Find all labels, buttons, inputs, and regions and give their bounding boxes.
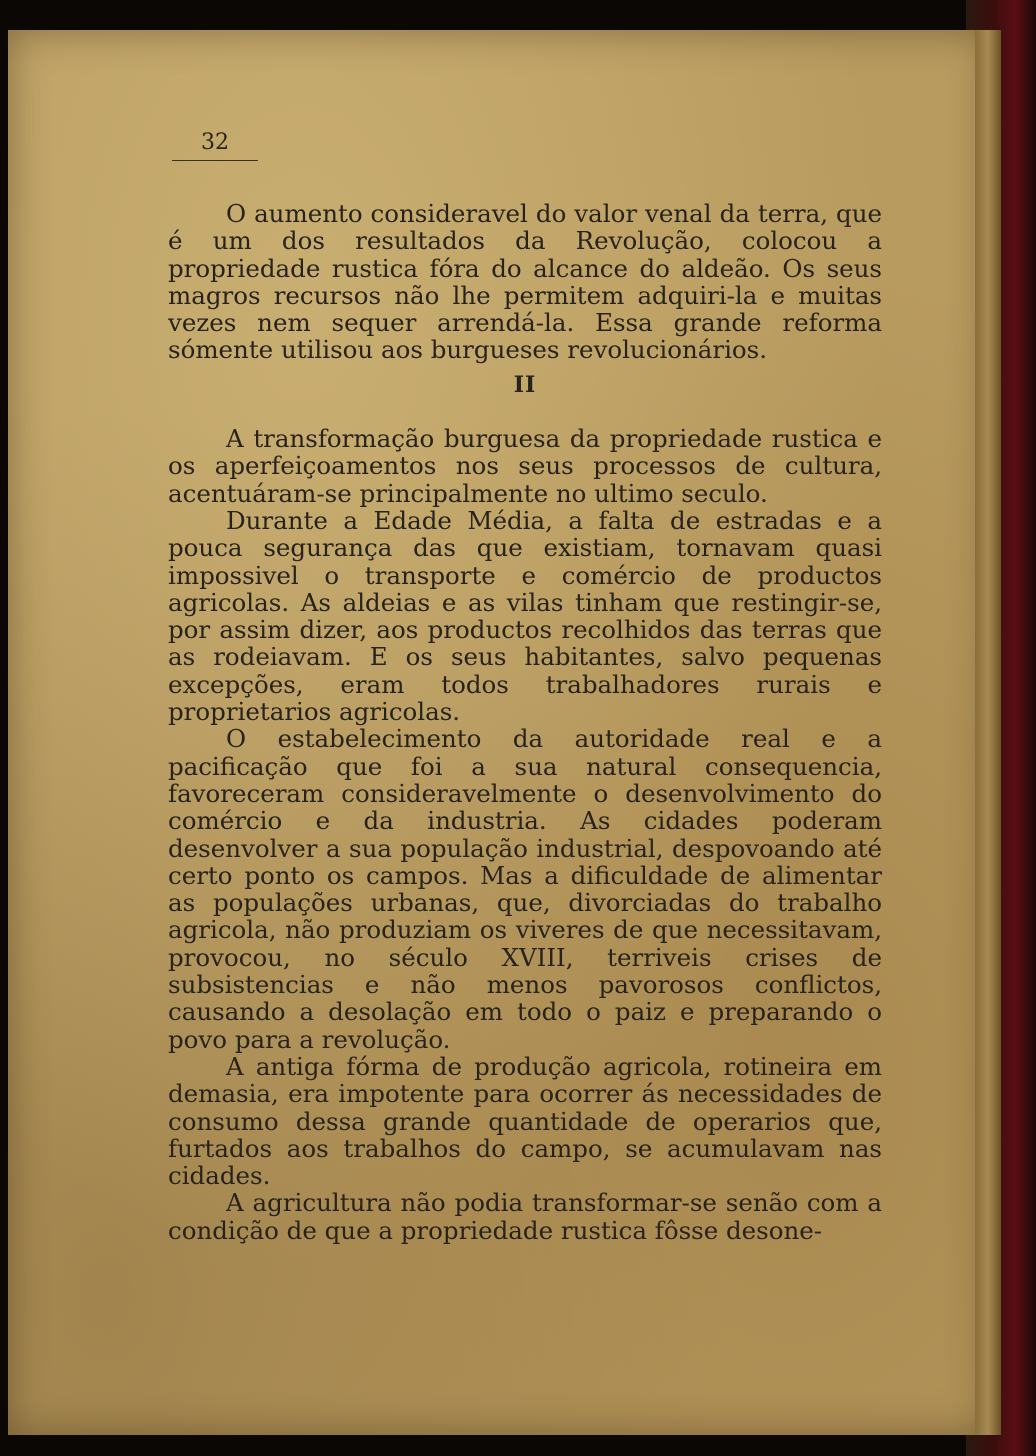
paragraph: A agricultura não podia transformar-se senão com a condição de que a propriedade rustica fôsse desone- <box>168 1188 882 1245</box>
paragraph: A transformação burguesa da propriedade rustica e os aperfeiçoamentos nos seus processos de cultura, acentuáram-se principalmente no ultimo seculo. <box>168 424 882 508</box>
paragraph: A antiga fórma de produção agricola, rotineira em demasia, era impotente para ocorrer ás necessidades de consumo dessa grande quantidade de operarios que, furtados aos trabalhos do campo, se acumulavam nas cidades. <box>168 1051 882 1191</box>
section-heading: II <box>513 371 537 398</box>
page-number: 32 <box>172 130 258 161</box>
paragraph: O estabelecimento da autoridade real e a pacificação que foi a sua natural consequencia, favoreceram consideravelmente o desenvolvimento do comércio e da industria. As cidades poderam desenvolver a sua população industrial, despovoando até certo ponto os campos. Mas a dificuldade de alimentar as populações urbanas, que, divorciadas do trabalho agricola, não produziam os viveres de que necessitavam, provocou, no século XVIII, terriveis crises de subsistencias e não menos pavorosos conflictos, causando a desolação em todo o paiz e preparando o povo para a revolução. <box>168 724 882 1054</box>
page-gutter-shadow <box>975 30 1001 1435</box>
page-body-text <box>168 200 882 1244</box>
paragraph: Durante a Edade Média, a falta de estradas e a pouca segurança das que existiam, tornavam quasi impossivel o transporte e comércio de productos agricolas. As aldeias e as vilas tinham que restingir-se, por assim dizer, aos productos recolhidos das terras que as rodeiavam. E os seus habitantes, salvo pequenas excepções, eram todos trabalhadores rurais e proprietarios agricolas. <box>168 505 882 727</box>
paragraph: O aumento consideravel do valor venal da terra, que é um dos resultados da Revolução, colocou a propriedade rustica fóra do alcance do aldeão. Os seus magros recursos não lhe permitem adquiri-la e muitas vezes nem sequer arrendá-la. Essa grande reforma sómente utilisou aos burgueses revolucionários. <box>168 199 882 365</box>
